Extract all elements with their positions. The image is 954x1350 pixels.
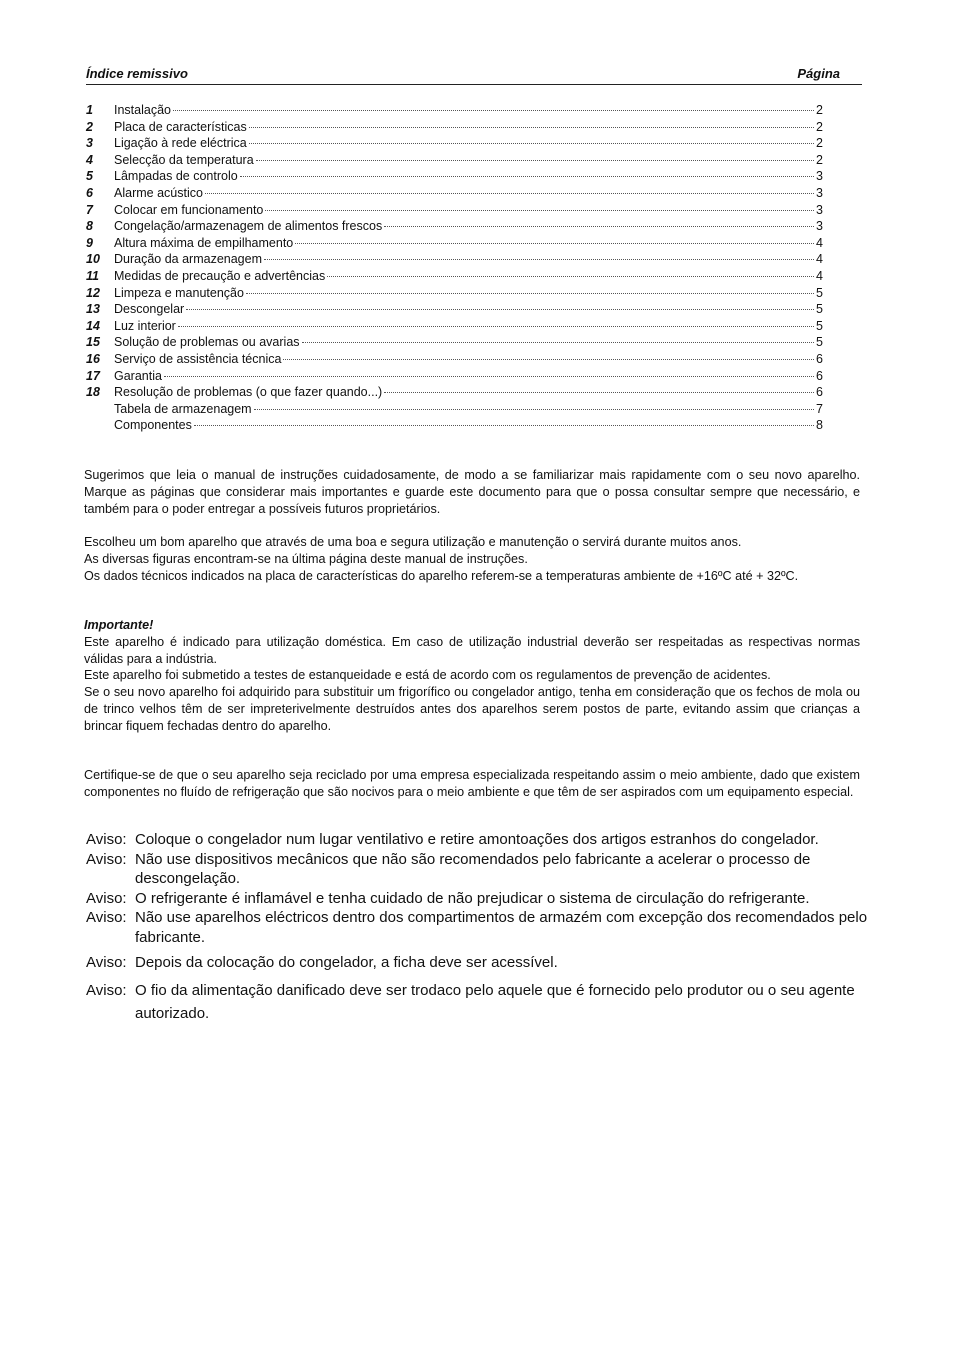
warning-text: Não use dispositivos mecânicos que não são recomendados pelo fabricante a acelerar o processo de descongelação. [135, 850, 811, 887]
recycle-paragraph [84, 767, 860, 801]
toc-entry-body [114, 236, 823, 251]
toc-leader-dots [186, 309, 814, 310]
toc-entry-body [114, 352, 823, 367]
important-section [84, 617, 860, 735]
toc-entry [86, 169, 823, 186]
toc-entry-body [114, 269, 823, 284]
toc-entry-body [114, 402, 823, 417]
warning-label: Aviso: [86, 909, 127, 926]
toc-title: Altura máxima de empilhamento [114, 235, 294, 250]
toc-title: Congelação/armazenagem de alimentos frescos [114, 219, 383, 234]
toc-entry [86, 352, 823, 369]
toc-entry-body [114, 369, 823, 384]
toc-entry [86, 335, 823, 352]
toc-entry [86, 302, 823, 319]
toc-leader-dots [205, 193, 814, 194]
toc-number: 11 [86, 268, 99, 283]
toc-leader-dots [178, 326, 814, 327]
toc-number: 2 [86, 119, 93, 134]
warning-text: O fio da alimentação danificado deve ser trodaco pelo aquele que é fornecido pelo produtor ou o seu agente autorizado. [135, 981, 855, 1022]
toc-entry-body [114, 186, 823, 201]
toc-entry [86, 136, 823, 153]
toc-number: 17 [86, 368, 100, 383]
toc-page-number: 3 [816, 202, 823, 217]
toc-leader-dots [164, 376, 814, 377]
toc-number: 12 [86, 285, 100, 300]
toc-page-number: 5 [816, 285, 823, 300]
toc-title: Garantia [114, 368, 162, 383]
toc-entry [86, 369, 823, 386]
toc-leader-dots [249, 127, 814, 128]
toc-entry [86, 286, 823, 303]
toc-title: Selecção da temperatura [114, 152, 254, 167]
warning-item [86, 979, 876, 1025]
toc-leader-dots [254, 409, 814, 410]
toc-entry [86, 319, 823, 336]
toc-entry-body [114, 203, 823, 218]
toc-title: Instalação [114, 103, 171, 117]
toc-title: Medidas de precaução e advertências [114, 268, 326, 283]
toc-leader-dots [264, 259, 814, 260]
toc-entry [86, 153, 823, 170]
toc-page-number: 7 [816, 401, 823, 416]
toc-entry [86, 385, 823, 402]
toc-number: 14 [86, 318, 100, 333]
toc-title: Resolução de problemas (o que fazer quando...) [114, 385, 383, 400]
toc-entry-body [114, 286, 823, 301]
warnings-list [86, 830, 876, 1025]
intro-text: Sugerimos que leia o manual de instruções cuidadosamente, de modo a se familiarizar mais rapidamente com o seu novo aparelho. Marque as páginas que considerar mais importantes e guarde este documento para que o possa consultar sempre que necessário, e também para o poder entregar a possíveis futuros proprietários. [84, 468, 860, 516]
warning-label: Aviso: [86, 889, 127, 907]
toc-page-number: 6 [816, 385, 823, 400]
toc-entry-body [114, 120, 823, 135]
choice-paragraph [84, 534, 860, 584]
toc-title: Solução de problemas ou avarias [114, 335, 300, 350]
toc-entry [86, 236, 823, 253]
toc-number: 13 [86, 302, 100, 317]
toc-entry [86, 269, 823, 286]
important-text-1: Este aparelho é indicado para utilização doméstica. Em caso de utilização industrial deverão ser respeitadas as respectivas normas válidas para a indústria. [84, 634, 860, 666]
warning-text: Não use aparelhos eléctricos dentro dos compartimentos de armazém com excepção dos recomendados pelo fabricante. [135, 909, 868, 946]
toc-page-number: 3 [816, 169, 823, 184]
toc-entry-body [114, 418, 823, 433]
toc-page-number: 3 [816, 219, 823, 234]
toc-entry-body [114, 335, 823, 350]
important-title: Importante! [84, 618, 154, 632]
toc-entry-body [114, 153, 823, 168]
toc-entry-body [114, 302, 823, 317]
toc-title: Componentes [114, 418, 192, 433]
toc-number: 4 [86, 152, 93, 167]
warning-label: Aviso: [86, 954, 127, 971]
warning-item [86, 830, 876, 850]
table-of-contents [86, 103, 823, 435]
toc-entry [86, 402, 823, 419]
toc-entry [86, 252, 823, 269]
toc-page-number: 2 [816, 119, 823, 134]
warning-text: Depois da colocação do congelador, a ficha deve ser acessível. [135, 954, 558, 971]
toc-number: 5 [86, 169, 93, 184]
toc-entry-body [114, 385, 823, 400]
toc-entry-body [114, 169, 823, 184]
toc-page-number: 6 [816, 368, 823, 383]
toc-page-number: 5 [816, 302, 823, 317]
intro-paragraph [84, 467, 860, 517]
choice-line-2: As diversas figuras encontram-se na última página deste manual de instruções. [84, 551, 528, 566]
warning-item [86, 889, 876, 909]
toc-title: Limpeza e manutenção [114, 285, 244, 300]
toc-entry [86, 203, 823, 220]
toc-page-number: 4 [816, 252, 823, 267]
toc-page-number: 8 [816, 418, 823, 433]
warning-label: Aviso: [86, 981, 127, 999]
warning-text: Coloque o congelador num lugar ventilativo e retire amontoações dos artigos estranhos do congelador. [135, 831, 819, 848]
toc-entry [86, 219, 823, 236]
toc-entry-body [114, 103, 823, 118]
warning-text: O refrigerante é inflamável e tenha cuidado de não prejudicar o sistema de circulação do refrigerante. [135, 889, 810, 907]
toc-entry [86, 418, 823, 435]
toc-page-number: 2 [816, 103, 823, 117]
toc-number: 18 [86, 385, 100, 400]
toc-page-number: 4 [816, 268, 823, 283]
toc-number: 1 [86, 103, 93, 117]
toc-title: Alarme acústico [114, 185, 203, 200]
toc-leader-dots [327, 276, 814, 277]
toc-leader-dots [265, 210, 814, 211]
index-header [86, 66, 862, 85]
toc-number: 3 [86, 136, 93, 151]
toc-entry-body [114, 252, 823, 267]
toc-title: Luz interior [114, 318, 176, 333]
recycle-text: Certifique-se de que o seu aparelho seja reciclado por uma empresa especializada respeitando assim o meio ambiente, dado que existem componentes no fluído de refrigeração que são nocivos para o meio ambiente e que têm de ser aspirados com um equipamento especial. [84, 768, 860, 799]
toc-title: Ligação à rede eléctrica [114, 136, 247, 151]
toc-title: Colocar em funcionamento [114, 202, 264, 217]
toc-number: 10 [86, 252, 100, 267]
toc-number: 15 [86, 335, 100, 350]
warning-label: Aviso: [86, 850, 127, 868]
toc-number: 6 [86, 185, 93, 200]
toc-entry [86, 186, 823, 203]
important-text-3: Se o seu novo aparelho foi adquirido para substituir um frigorífico ou congelador antigo, tenha em consideração que os fechos de mola ou de trinco velhos têm de ser impreterivelmente destruídos antes dos aparelhos serem postos de parte, evitando assim que crianças a brincar fiquem fechadas dentro do aparelho. [84, 685, 860, 733]
choice-line-3: Os dados técnicos indicados na placa de características do aparelho referem-se a temperaturas ambiente de +16ºC até + 32ºC. [84, 568, 799, 583]
index-heading: Índice remissivo [86, 66, 188, 81]
toc-page-number: 2 [816, 152, 823, 167]
toc-leader-dots [246, 293, 814, 294]
warning-item [86, 908, 876, 947]
toc-leader-dots [384, 392, 814, 393]
toc-number: 7 [86, 202, 93, 217]
toc-title: Lâmpadas de controlo [114, 169, 238, 184]
toc-page-number: 5 [816, 318, 823, 333]
toc-leader-dots [302, 342, 815, 343]
warning-item [86, 953, 876, 973]
toc-number: 9 [86, 235, 93, 250]
toc-page-number: 4 [816, 235, 823, 250]
toc-leader-dots [295, 243, 814, 244]
toc-leader-dots [384, 226, 814, 227]
toc-title: Placa de características [114, 119, 247, 134]
toc-entry [86, 103, 823, 120]
toc-number: 16 [86, 351, 100, 366]
toc-page-number: 2 [816, 136, 823, 151]
toc-leader-dots [256, 160, 814, 161]
toc-leader-dots [194, 425, 814, 426]
toc-page-number: 6 [816, 351, 823, 366]
toc-number: 8 [86, 219, 93, 234]
toc-entry-body [114, 136, 823, 151]
warning-item [86, 850, 876, 889]
toc-title: Tabela de armazenagem [114, 401, 252, 416]
toc-page-number: 3 [816, 185, 823, 200]
page-column-heading: Página [797, 66, 840, 81]
toc-leader-dots [240, 176, 814, 177]
important-text-2: Este aparelho foi submetido a testes de estanqueidade e está de acordo com os regulamentos de prevenção de acidentes. [84, 668, 771, 683]
toc-entry-body [114, 319, 823, 334]
toc-leader-dots [249, 143, 814, 144]
toc-entry [86, 120, 823, 137]
toc-page-number: 5 [816, 335, 823, 350]
toc-title: Serviço de assistência técnica [114, 351, 282, 366]
toc-title: Duração da armazenagem [114, 252, 262, 267]
toc-leader-dots [173, 110, 814, 111]
toc-entry-body [114, 219, 823, 234]
toc-title: Descongelar [114, 302, 185, 317]
toc-leader-dots [283, 359, 814, 360]
choice-line-1: Escolheu um bom aparelho que através de uma boa e segura utilização e manutenção o servirá durante muitos anos. [84, 535, 742, 549]
warning-label: Aviso: [86, 831, 127, 848]
